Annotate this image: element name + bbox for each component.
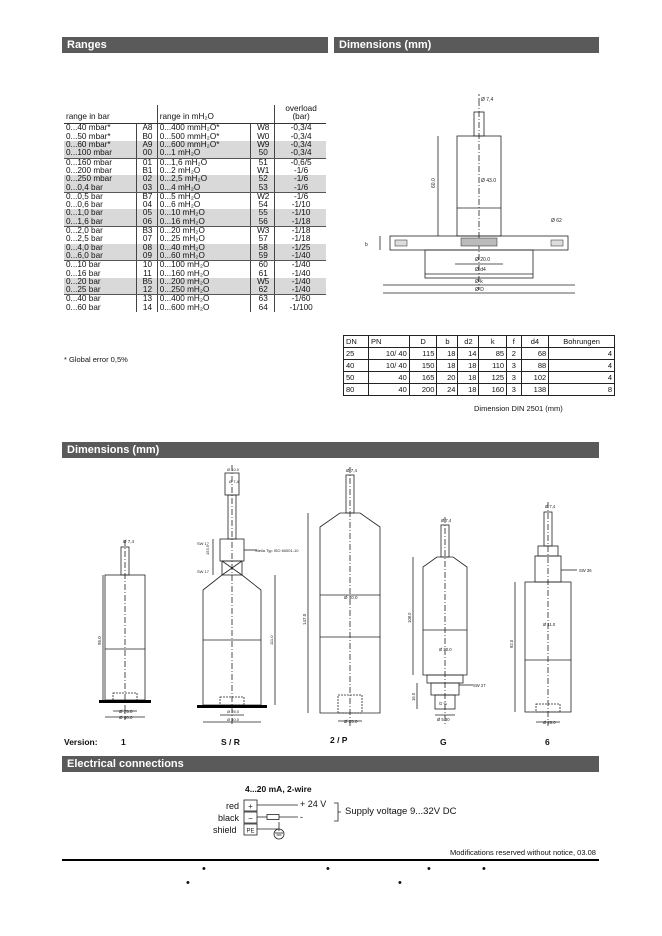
din-cell: 160: [479, 384, 507, 396]
range-bar-code-cell: 10: [137, 261, 158, 270]
range-row: [64, 304, 326, 312]
wire-shield: shield: [213, 825, 237, 835]
din-cell: 85: [479, 348, 507, 360]
v1-label-cable: Ø 7,4: [123, 539, 135, 544]
range-bar-cell: 0...60 mbar*: [64, 141, 137, 149]
range-overload-cell: -1/18: [291, 226, 311, 236]
range-mh2o-code-cell: 63: [251, 295, 275, 304]
range-bar-cell: 0...200 mbar: [64, 167, 137, 175]
range-bar-cell: 0...250 mbar: [64, 175, 137, 183]
range-mh2o-cell: 0...5 mH₂O: [157, 192, 250, 201]
din-cell: 88: [521, 360, 549, 372]
din-cell: 3: [507, 360, 521, 372]
range-overload-cell: -1/100: [289, 302, 313, 312]
din-cell: 40: [368, 372, 409, 384]
din-header-row: [344, 336, 615, 348]
range-bar-cell: 0...1,6 bar: [64, 218, 137, 227]
din-cell: 115: [409, 348, 437, 360]
din-cell: 150: [409, 360, 437, 372]
footer-dot-3: •: [427, 863, 431, 875]
range-mh2o-code-cell: W5: [251, 278, 275, 286]
range-mh2o-cell: 0...200 mH₂O: [157, 278, 250, 286]
plus-24v-label: + 24 V: [300, 799, 327, 809]
range-bar-cell: 0...100 mbar: [64, 149, 137, 158]
range-mh2o-cell: 0...400 mmH₂O*: [157, 124, 250, 133]
range-bar-code-cell: 02: [137, 175, 158, 183]
range-overload-cell: -1/6: [294, 165, 309, 175]
range-mh2o-code-cell: 55: [251, 209, 275, 217]
din-body: [344, 336, 615, 396]
range-overload-cell: -1/10: [291, 200, 311, 210]
range-overload-cell: -1/40: [275, 278, 326, 286]
range-overload-cell: -1/25: [275, 244, 326, 252]
din-row: [344, 372, 615, 384]
v2p-label-147: 147.0: [302, 613, 307, 625]
v1-label-height: 95.0: [97, 636, 102, 645]
din-cell: 2: [507, 348, 521, 360]
din-cell: 20: [437, 372, 458, 384]
version-1-label: 1: [121, 737, 126, 747]
modifications-notice: Modifications reserved without notice, 03.08: [450, 848, 596, 857]
range-bar-code-cell: B5: [137, 278, 158, 286]
version-g-drawing: [405, 515, 485, 730]
range-bar-cell: 0...40 mbar*: [64, 124, 137, 133]
vg-label-cable: Ø 7,4: [441, 518, 452, 523]
v1-label-40: Ø 40.0: [119, 715, 133, 720]
range-overload-cell: -0,3/4: [275, 141, 326, 149]
din-cell: 200: [409, 384, 437, 396]
din-cell: 40: [368, 384, 409, 396]
flange-drawing: [335, 90, 600, 300]
minus-label: -: [300, 812, 303, 822]
range-overload-cell: -1/6: [275, 175, 326, 183]
ranges-table: [64, 105, 326, 312]
electrical-header: Electrical connections: [62, 756, 599, 772]
din-header-cell: f: [507, 336, 521, 348]
din-header-cell: DN: [344, 336, 369, 348]
range-bar-code-cell: 11: [137, 269, 158, 277]
col-overload: [275, 105, 326, 124]
range-overload-cell: -0,3/4: [290, 123, 312, 133]
v6-label-92: 92.0: [509, 639, 514, 648]
range-mh2o-cell: 0...25 mH₂O: [157, 235, 250, 243]
range-mh2o-code-cell: 53: [251, 183, 275, 192]
v6-label-sw36: SW 36: [579, 568, 592, 573]
range-bar-cell: 0...2,5 bar: [64, 235, 137, 243]
flange-label-cable: Ø 7,4: [481, 97, 494, 103]
range-overload-cell: -1/6: [275, 183, 326, 192]
dimensions-header-bottom: Dimensions (mm): [62, 442, 599, 458]
range-mh2o-cell: 0...20 mH₂O: [157, 226, 250, 235]
din-cell: 24: [437, 384, 458, 396]
range-bar-cell: 0...16 bar: [64, 269, 137, 277]
din-row: [344, 360, 615, 372]
range-mh2o-cell: 0...16 mH₂O: [157, 218, 250, 227]
vsr-label-sw17a: SW 17: [197, 541, 210, 546]
range-bar-cell: 0...160 mbar: [64, 158, 137, 167]
range-mh2o-code-cell: 61: [251, 269, 275, 277]
flange-label-body: Ø 43.0: [481, 178, 497, 184]
version-label: Version:: [64, 737, 98, 747]
din-cell: 50: [344, 372, 369, 384]
flange-label-D: Ø D: [475, 287, 484, 293]
range-mh2o-cell: 0...2,5 mH₂O: [157, 175, 250, 183]
v2p-label-cable: Ø 7,4: [346, 468, 358, 473]
din-cell: 3: [507, 372, 521, 384]
range-row: [64, 149, 326, 158]
range-row: [64, 183, 326, 192]
range-mh2o-cell: 0...6 mH₂O: [157, 201, 250, 209]
version-g-label: G: [440, 737, 447, 747]
vsr-label-25: Ø 25.0: [227, 709, 240, 714]
range-mh2o-cell: 0...2 mH₂O: [157, 167, 250, 175]
din-cell: 102: [521, 372, 549, 384]
din-cell: 14: [458, 348, 479, 360]
range-bar-code-cell: 06: [137, 218, 158, 227]
din-cell: 25: [344, 348, 369, 360]
range-mh2o-cell: 0...4 mH₂O: [157, 183, 250, 192]
ranges-header: Ranges: [62, 37, 328, 53]
range-bar-code-cell: 08: [137, 244, 158, 252]
range-overload-cell: -1/40: [275, 252, 326, 261]
range-bar-code-cell: 14: [137, 304, 158, 312]
range-bar-cell: 0...40 bar: [64, 295, 137, 304]
range-mh2o-cell: 0...60 mH₂O: [157, 252, 250, 261]
range-overload-cell: -1/40: [291, 260, 311, 270]
footer-dot-4: •: [482, 863, 486, 875]
range-mh2o-cell: 0...100 mH₂O: [157, 261, 250, 270]
version-2p-label: 2 / P: [330, 735, 348, 745]
range-overload-cell: -0,3/4: [275, 149, 326, 158]
vsr-label-10: Ø 10.0: [227, 467, 240, 472]
wire-black: black: [218, 813, 240, 823]
wire-red: red: [226, 801, 240, 811]
vsr-label-40: Ø 40.0: [227, 717, 240, 722]
range-mh2o-code-cell: 50: [251, 149, 275, 158]
v6-label-11: Ø 11.0: [543, 622, 556, 627]
overload-line1: overload: [285, 104, 317, 113]
din-cell: 138: [521, 384, 549, 396]
range-bar-code-cell: B7: [137, 192, 158, 201]
range-mh2o-cell: 0...1,6 mH₂O: [157, 158, 250, 167]
din-cell: 68: [521, 348, 549, 360]
range-bar-cell: 0...25 bar: [64, 286, 137, 295]
range-mh2o-cell: 0...600 mmH₂O*: [157, 141, 250, 149]
vsr-label-sw17b: SW 17: [197, 569, 210, 574]
din-header-cell: d4: [521, 336, 549, 348]
footer-dot-1: •: [202, 863, 206, 875]
range-mh2o-code-cell: 60: [251, 261, 275, 270]
version-6-drawing: [505, 500, 600, 730]
din-cell: 40: [344, 360, 369, 372]
range-bar-code-cell: 13: [137, 295, 158, 304]
plus-symbol: +: [248, 802, 253, 811]
footer-dot-2: •: [326, 863, 330, 875]
overload-line2: (bar): [292, 112, 310, 122]
global-error-note: * Global error 0,5%: [64, 355, 128, 364]
range-overload-cell: -1/40: [275, 286, 326, 295]
din-header-cell: k: [479, 336, 507, 348]
flange-label-height: 60.0: [431, 178, 437, 188]
range-mh2o-cell: 0...1 mH₂O: [157, 149, 250, 158]
range-bar-cell: 0...0,4 bar: [64, 183, 137, 192]
din-header-cell: Bohrungen: [549, 336, 615, 348]
range-mh2o-code-cell: W0: [251, 133, 275, 141]
v2p-label-40: Ø 40.0: [344, 595, 358, 600]
range-mh2o-code-cell: 58: [251, 244, 275, 252]
electrical-title: 4...20 mA, 2-wire: [245, 784, 312, 794]
din-cell: 125: [479, 372, 507, 384]
version-sr-label: S / R: [221, 737, 240, 747]
version-sr-drawing: [185, 465, 299, 730]
din-cell: 4: [549, 372, 615, 384]
range-bar-cell: 0...20 bar: [64, 278, 137, 286]
range-overload-cell: -1/18: [291, 234, 311, 244]
din-cell: 18: [458, 360, 479, 372]
range-mh2o-code-cell: 64: [251, 304, 275, 312]
col-range-bar: range in bar: [64, 105, 157, 124]
version-6-label: 6: [545, 737, 550, 747]
version-1-drawing: [95, 535, 155, 725]
din-caption: Dimension DIN 2501 (mm): [474, 404, 563, 413]
range-bar-code-cell: B1: [137, 167, 158, 175]
v6-label-25: Ø 25.0: [543, 720, 556, 725]
din-cell: 4: [549, 348, 615, 360]
range-mh2o-code-cell: 54: [251, 201, 275, 209]
range-bar-code-cell: 04: [137, 201, 158, 209]
din-cell: 18: [437, 360, 458, 372]
din-row: [344, 384, 615, 396]
din-cell: 18: [458, 384, 479, 396]
range-bar-code-cell: 00: [137, 149, 158, 158]
range-bar-cell: 0...50 mbar*: [64, 133, 137, 141]
vg-label-sw27: SW 27: [473, 683, 486, 688]
flange-label-62: Ø 62: [551, 218, 562, 224]
vg-label-g14: G ¼: [439, 701, 447, 706]
din-cell: 165: [409, 372, 437, 384]
din-cell: 4: [549, 360, 615, 372]
range-bar-code-cell: 01: [137, 158, 158, 167]
range-bar-code-cell: 09: [137, 252, 158, 261]
version-2p-drawing: [300, 465, 390, 730]
range-bar-cell: 0...4,0 bar: [64, 244, 137, 252]
din-cell: 80: [344, 384, 369, 396]
footer-dot-5: •: [186, 877, 190, 889]
pe-symbol: PE: [246, 828, 255, 835]
range-bar-cell: 0...0,6 bar: [64, 201, 137, 209]
range-bar-code-cell: 07: [137, 235, 158, 243]
range-bar-cell: 0...10 bar: [64, 261, 137, 270]
din-header-cell: D: [409, 336, 437, 348]
din-cell: 18: [437, 348, 458, 360]
vsr-label-stella: Stella Typ ISO 60001-10: [255, 548, 299, 553]
range-mh2o-code-cell: 51: [251, 158, 275, 167]
dimensions-header-top: Dimensions (mm): [334, 37, 599, 53]
minus-symbol: −: [248, 814, 253, 823]
range-overload-cell: -1/18: [275, 218, 326, 227]
range-bar-cell: 0...60 bar: [64, 304, 137, 312]
ranges-body: [64, 124, 326, 312]
range-mh2o-cell: 0...600 mH₂O: [157, 304, 250, 312]
range-mh2o-code-cell: W9: [251, 141, 275, 149]
range-bar-code-cell: B3: [137, 226, 158, 235]
v2p-label-25: Ø 25.0: [344, 719, 358, 724]
range-bar-code-cell: 03: [137, 183, 158, 192]
range-bar-code-cell: 12: [137, 286, 158, 295]
range-bar-code-cell: A8: [137, 124, 158, 133]
vg-label-530: Ø 5.30: [437, 717, 450, 722]
range-mh2o-cell: 0...40 mH₂O: [157, 244, 250, 252]
range-mh2o-cell: 0...10 mH₂O: [157, 209, 250, 217]
din-cell: 10/ 40: [368, 360, 409, 372]
range-mh2o-code-cell: W8: [251, 124, 275, 133]
range-mh2o-code-cell: W3: [251, 226, 275, 235]
range-overload-cell: -1/10: [275, 209, 326, 217]
vg-label-30: Ø 30.0: [439, 647, 452, 652]
din-row: [344, 348, 615, 360]
range-overload-cell: -0,6/5: [290, 157, 312, 167]
din-header-cell: PN: [368, 336, 409, 348]
din-cell: 18: [458, 372, 479, 384]
vg-label-16: 16.0: [411, 692, 416, 701]
flange-label-b: b: [365, 242, 368, 248]
range-mh2o-code-cell: 57: [251, 235, 275, 243]
range-mh2o-cell: 0...500 mmH₂O*: [157, 133, 250, 141]
flange-label-20: Ø 20.0: [475, 257, 491, 263]
range-overload-cell: -1/40: [291, 268, 311, 278]
din-cell: 3: [507, 384, 521, 396]
vg-label-108: 108.0: [407, 612, 412, 623]
range-mh2o-code-cell: 62: [251, 286, 275, 295]
range-bar-cell: 0...0,5 bar: [64, 192, 137, 201]
supply-bracket: [333, 802, 341, 822]
range-mh2o-cell: 0...250 mH₂O: [157, 286, 250, 295]
range-mh2o-cell: 0...400 mH₂O: [157, 295, 250, 304]
range-mh2o-code-cell: 56: [251, 218, 275, 227]
range-bar-cell: 0...2,0 bar: [64, 226, 137, 235]
din-header-cell: d2: [458, 336, 479, 348]
range-mh2o-code-cell: 59: [251, 252, 275, 261]
flange-label-d4: Ø d4: [475, 267, 486, 273]
vsr-label-111: 111.0: [269, 635, 274, 645]
footer-rule: [62, 859, 599, 861]
din-header-cell: b: [437, 336, 458, 348]
flange-label-k: Ø k: [475, 279, 483, 285]
range-bar-cell: 0...6,0 bar: [64, 252, 137, 261]
range-overload-cell: -0,3/4: [290, 131, 312, 141]
range-bar-code-cell: B0: [137, 133, 158, 141]
range-overload-cell: -1/60: [291, 294, 311, 304]
v1-label-25: Ø 25.0: [119, 709, 133, 714]
range-mh2o-cell: 0...160 mH₂O: [157, 269, 250, 277]
range-mh2o-code-cell: W1: [251, 167, 275, 175]
v6-label-cable: Ø 7,4: [545, 504, 556, 509]
range-bar-code-cell: A9: [137, 141, 158, 149]
supply-voltage: Supply voltage 9...32V DC: [345, 806, 457, 817]
range-overload-cell: -1/6: [294, 191, 309, 201]
col-range-mh2o: range in mH₂O: [157, 105, 274, 124]
range-bar-code-cell: 05: [137, 209, 158, 217]
vsr-label-cable: Ø 7,4: [229, 479, 239, 484]
din-cell: 10/ 40: [368, 348, 409, 360]
range-mh2o-code-cell: 52: [251, 175, 275, 183]
range-mh2o-code-cell: W2: [251, 192, 275, 201]
footer-dot-6: •: [398, 877, 402, 889]
range-bar-cell: 0...1,0 bar: [64, 209, 137, 217]
din-table: [343, 335, 615, 396]
din-cell: 8: [549, 384, 615, 396]
vsr-label-153: 153.5: [205, 544, 210, 555]
din-cell: 110: [479, 360, 507, 372]
